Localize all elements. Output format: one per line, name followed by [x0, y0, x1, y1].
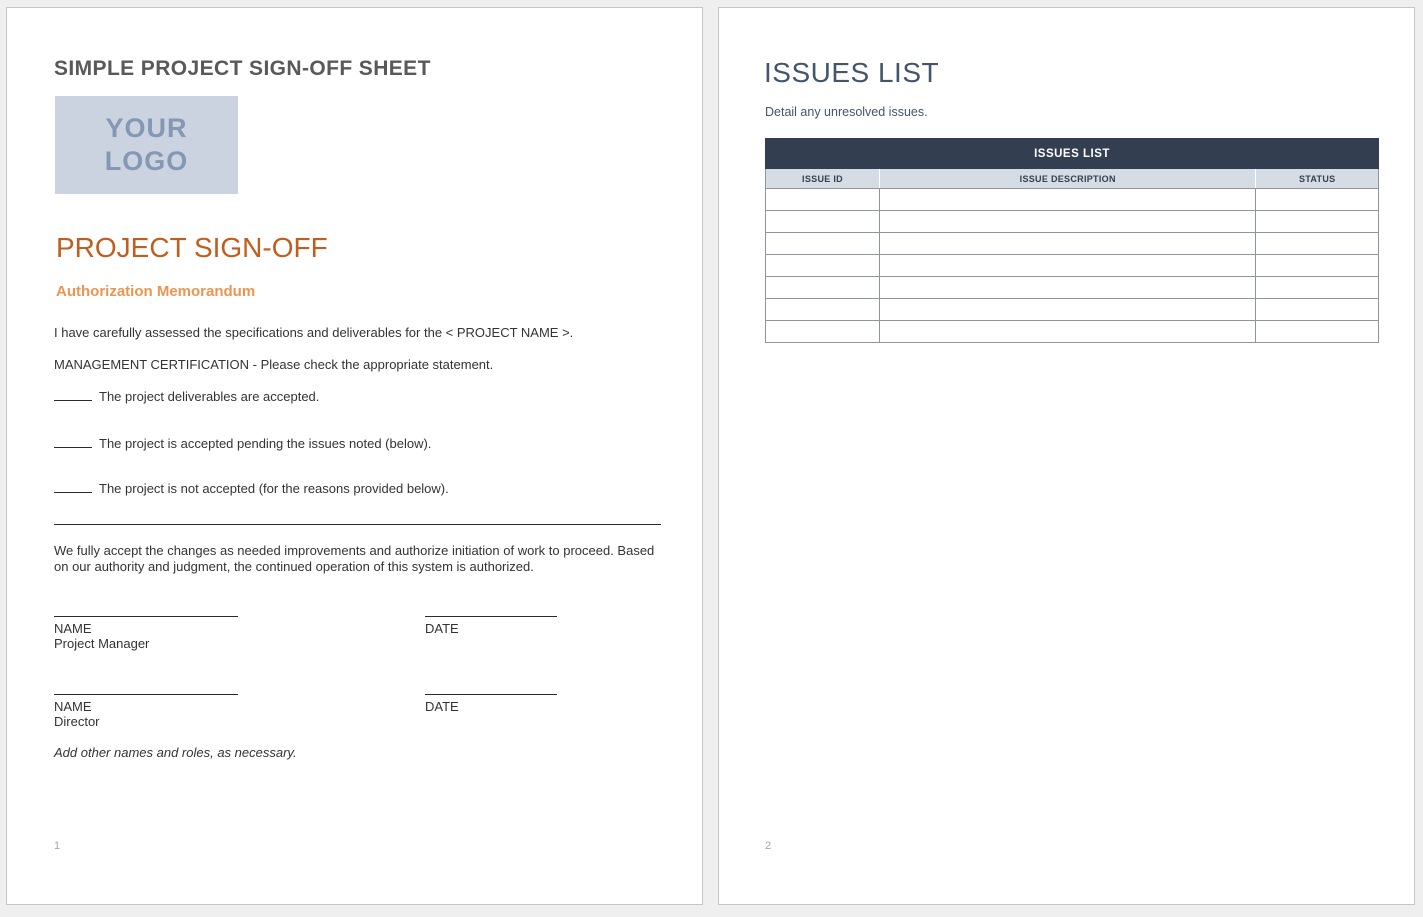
issues-table-cell[interactable] [766, 233, 880, 255]
issues-table [765, 138, 1379, 343]
logo-text-line1: YOUR [105, 113, 188, 143]
issues-table-cell[interactable] [880, 277, 1256, 299]
issues-table-cell[interactable] [1256, 299, 1379, 321]
signature-name-label: NAME [54, 699, 92, 714]
issues-table-row [766, 233, 1379, 255]
signature-role: Director [54, 714, 100, 729]
issues-table-row [766, 321, 1379, 343]
signature-date-line[interactable] [425, 616, 557, 617]
issues-table-cell[interactable] [766, 299, 880, 321]
issues-table-row [766, 255, 1379, 277]
check-blank-line[interactable] [54, 436, 92, 448]
signature-date-label: DATE [425, 621, 459, 636]
issues-table-cell[interactable] [1256, 277, 1379, 299]
page-2 [718, 7, 1415, 905]
column-header-issue-id: ISSUE ID [766, 169, 880, 189]
section-heading: PROJECT SIGN-OFF [56, 232, 328, 263]
check-blank-line[interactable] [54, 389, 92, 401]
issues-table-cell[interactable] [880, 255, 1256, 277]
issues-table-cell[interactable] [1256, 189, 1379, 211]
issues-table-row [766, 299, 1379, 321]
column-header-status: STATUS [1256, 169, 1379, 189]
page-number: 2 [765, 840, 772, 852]
issues-table-cell[interactable] [1256, 233, 1379, 255]
issues-table-cell[interactable] [766, 321, 880, 343]
issues-table-body [766, 189, 1379, 343]
issues-table-row [766, 277, 1379, 299]
signature-name-label: NAME [54, 621, 92, 636]
issues-table-header-row [766, 169, 1379, 189]
issues-table-cell[interactable] [880, 299, 1256, 321]
issues-list-title: ISSUES LIST [764, 57, 940, 88]
issues-table-cell[interactable] [1256, 255, 1379, 277]
signature-name-line[interactable] [54, 616, 238, 617]
issues-table-cell[interactable] [766, 189, 880, 211]
note-text: Add other names and roles, as necessary. [54, 745, 297, 760]
issues-table-cell[interactable] [880, 211, 1256, 233]
statement-text: The project is not accepted (for the reasons provided below). [99, 481, 449, 496]
issues-table-row [766, 211, 1379, 233]
signature-name-line[interactable] [54, 694, 238, 695]
issues-table-cell[interactable] [766, 211, 880, 233]
page-1 [6, 7, 703, 905]
signature-date-label: DATE [425, 699, 459, 714]
statement-text: The project deliverables are accepted. [99, 389, 320, 404]
statement-row [54, 481, 674, 496]
column-header-issue-description: ISSUE DESCRIPTION [880, 169, 1256, 189]
issues-table-title-row [766, 139, 1379, 169]
issues-table-cell[interactable] [880, 233, 1256, 255]
check-blank-line[interactable] [54, 481, 92, 493]
issues-table-cell[interactable] [1256, 211, 1379, 233]
logo-placeholder [55, 96, 238, 194]
issues-table-cell[interactable] [766, 255, 880, 277]
statement-text: The project is accepted pending the issues noted (below). [99, 436, 432, 451]
issues-table-row [766, 189, 1379, 211]
certification-text: MANAGEMENT CERTIFICATION - Please check the appropriate statement. [54, 357, 494, 372]
acceptance-paragraph: We fully accept the changes as needed improvements and authorize initiation of work to proceed. Based on our authority and judgment, the continued operation of this system is authorized. [54, 543, 655, 574]
signature-role: Project Manager [54, 636, 150, 651]
page-number: 1 [54, 840, 61, 852]
document-title: SIMPLE PROJECT SIGN-OFF SHEET [54, 57, 431, 80]
issues-table-cell[interactable] [766, 277, 880, 299]
issues-table-cell[interactable] [1256, 321, 1379, 343]
issues-table-title: ISSUES LIST [766, 139, 1379, 169]
signature-date-line[interactable] [425, 694, 557, 695]
issues-list-subtitle: Detail any unresolved issues. [765, 105, 928, 119]
subsection-heading: Authorization Memorandum [56, 283, 256, 300]
logo-text-line2: LOGO [104, 146, 189, 176]
divider-line [54, 524, 661, 525]
issues-table-cell[interactable] [880, 189, 1256, 211]
statement-row [54, 436, 674, 451]
statement-row [54, 389, 674, 404]
issues-table-cell[interactable] [880, 321, 1256, 343]
intro-text: I have carefully assessed the specifications and deliverables for the < PROJECT NAME >. [54, 325, 574, 340]
